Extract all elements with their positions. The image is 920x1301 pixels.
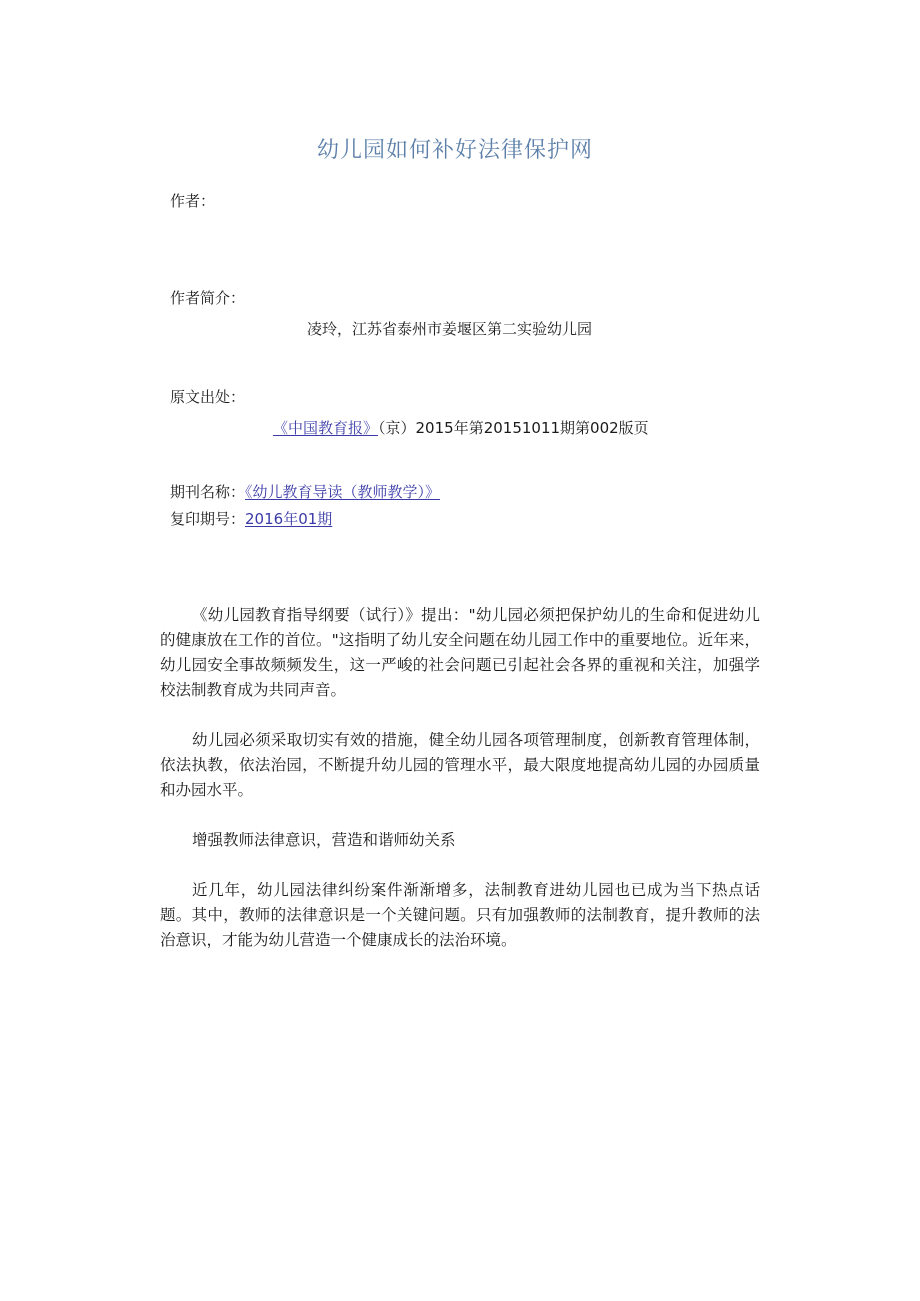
journal-link[interactable]: 《幼儿教育导读（教师教学）》: [245, 483, 441, 501]
author-intro-value: 凌玲，江苏省泰州市姜堰区第二实验幼儿园: [307, 320, 593, 338]
author-label: 作者：: [170, 192, 216, 210]
journal-label: 期刊名称：: [170, 483, 246, 501]
reprint-label: 复印期号：: [170, 510, 246, 528]
source-details: （京）2015年第20151011期第002版页: [378, 419, 649, 437]
article-body: [160, 603, 760, 978]
author-intro-label: 作者简介：: [170, 289, 246, 307]
page-title: 幼儿园如何补好法律保护网: [316, 138, 593, 163]
reprint-line: [170, 509, 332, 529]
paragraph-2: 幼儿园必须采取切实有效的措施，健全幼儿园各项管理制度，创新教育管理体制，依法执教，依法治园，不断提升幼儿园的管理水平，最大限度地提高幼儿园的办园质量和办园水平。: [160, 731, 760, 799]
reprint-issue-link[interactable]: 2016年01期: [245, 510, 333, 528]
paragraph-1: 《幼儿园教育指导纲要（试行）》提出："幼儿园必须把保护幼儿的生命和促进幼儿的健康放在工作的首位。"这指明了幼儿安全问题在幼儿园工作中的重要地位。近年来，幼儿园安全事故频频发生，这一严峻的社会问题已引起社会各界的重视和关注，加强学校法制教育成为共同声音。: [160, 606, 760, 699]
source-newspaper-link[interactable]: 《中国教育报》: [273, 419, 379, 437]
section-heading: 增强教师法律意识，营造和谐师幼关系: [192, 831, 456, 849]
source-line: [273, 418, 649, 438]
journal-line: [170, 482, 440, 502]
paragraph-3: 近几年，幼儿园法律纠纷案件渐渐增多，法制教育进幼儿园也已成为当下热点话题。其中，教师的法律意识是一个关键问题。只有加强教师的法制教育，提升教师的法治意识，才能为幼儿营造一个健康成长的法治环境。: [160, 881, 760, 949]
source-label: 原文出处：: [170, 388, 246, 406]
